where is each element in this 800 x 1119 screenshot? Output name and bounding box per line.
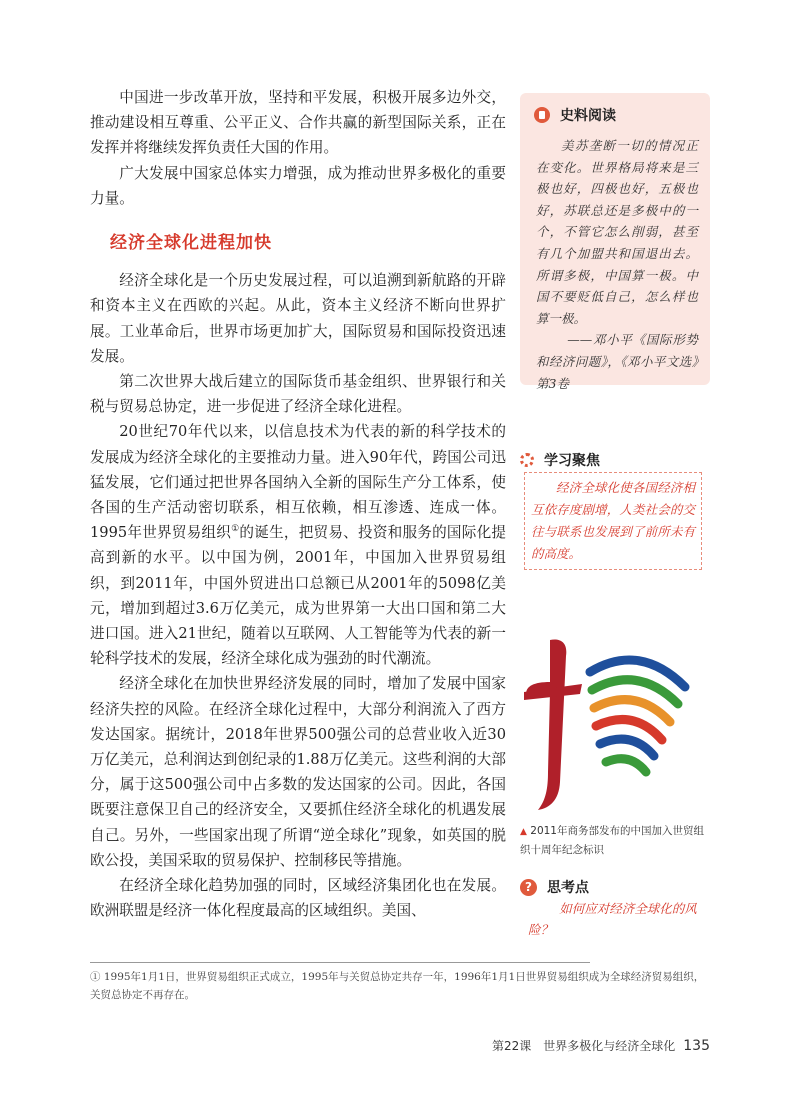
caption-triangle-icon: ▲ [520, 827, 527, 837]
think-point-text: 如何应对经济全球化的风险？ [528, 901, 697, 937]
paragraph: 经济全球化在加快世界经济发展的同时，增加了发展中国家经济失控的风险。在经济全球化过程中，大部分利润流入了西方发达国家。据统计，2018年世界500强公司的总营业收入近30万亿美元，总利润达到创纪录的1.88万亿美元。这些利润的大部分，属于这500强公司中占多数的发达国家的公司。因此，各国既要注意保卫自己的经济安全，又要抓住经济全球化的机遇发展自己。另外，一些国家出现了所谓“逆全球化”现象，如英国的脱欧公投，美国采取的贸易保护、控制移民等措施。 [90, 675, 506, 869]
reading-title-label: 史料阅读 [560, 108, 616, 124]
logo-red-stroke [526, 640, 566, 810]
reading-quote: 美苏垄断一切的情况正在变化。世界格局将来是三极也好，四极也好，五极也好，苏联总还是多极中的一个，不管它怎么削弱，甚至有几个加盟共和国退出去。所谓多极，中国算一极。中国不要贬低自己，怎么样也算一极。 [536, 138, 698, 326]
book-icon [534, 107, 550, 123]
section-heading: 经济全球化进程加快 [110, 233, 272, 254]
paragraph-text: 的诞生，把贸易、投资和服务的国际化提高到新的水平。以中国为例，2001年，中国加入世界贸易组织，到2011年，中国外贸进出口总额已从2001年的5098亿美元，增加到超过3.6万亿美元，成为世界第一大出口国和第二大进口国。进入21世纪，随着以互联网、人工智能等为代表的新一轮科学技术的发展，经济全球化成为强劲的时代潮流。 [90, 524, 506, 668]
logo-caption [520, 822, 710, 859]
page-number: 135 [683, 1038, 710, 1054]
think-title-label: 思考点 [547, 880, 589, 896]
paragraph: 第二次世界大战后建立的国际货币基金组织、世界银行和关税与贸易总协定，进一步促进了经济全球化进程。 [90, 373, 506, 416]
logo-arc [600, 739, 654, 756]
focus-title-label: 学习聚焦 [544, 453, 600, 469]
historical-reading-box [520, 93, 710, 391]
question-icon: ? [520, 879, 537, 896]
caption-text: 2011年商务部发布的中国加入世贸组织十周年纪念标识 [520, 825, 704, 856]
paragraph [90, 419, 506, 671]
learning-focus-title [520, 450, 600, 470]
lesson-title: 第22课 世界多极化与经济全球化 [491, 1039, 676, 1053]
paragraph-text: 20世纪70年代以来，以信息技术为代表的新的科学技术的发展成为经济全球化的主要推动力量。进入90年代，跨国公司迅猛发展，它们通过把世界各国纳入全新的国际生产分工体系，使各国的生产活动密切联系，相互依赖，相互渗透、连成一体。1995年世界贸易组织 [90, 423, 506, 542]
paragraph: 广大发展中国家总体实力增强，成为推动世界多极化的重要力量。 [90, 164, 506, 207]
main-text-column [90, 85, 506, 924]
paragraph: 在经济全球化趋势加强的同时，区域经济集团化也在发展。欧洲联盟是经济一体化程度最高的区域组织。美国、 [90, 877, 506, 920]
paragraph: 中国进一步改革开放，坚持和平发展，积极开展多边外交，推动建设相互尊重、公平正义、合作共赢的新型国际关系，正在发挥并将继续发挥负责任大国的作用。 [90, 89, 506, 157]
footnote-marker[interactable]: ① [231, 524, 240, 535]
page-footer [492, 1037, 710, 1054]
reading-title [534, 105, 616, 125]
paragraph: 经济全球化是一个历史发展过程，可以追溯到新航路的开辟和资本主义在西欧的兴起。从此，资本主义经济不断向世界扩展。工业革命后，世界市场更加扩大，国际贸易和国际投资迅速发展。 [90, 272, 506, 365]
learning-focus-text: 经济全球化使各国经济相互依存度剧增，人类社会的交往与联系也发展到了前所未有的高度。 [524, 472, 702, 570]
think-point-title [520, 877, 589, 897]
footnote: ① 1995年1月1日，世界贸易组织正式成立，1995年与关贸总协定共存一年，1996年1月1日世界贸易组织成为全球经济贸易组织，关贸总协定不再存在。 [90, 971, 705, 1001]
reading-body [536, 135, 698, 394]
wto-anniversary-logo [520, 632, 710, 818]
footnote-divider [90, 962, 590, 963]
logo-arc [606, 759, 646, 772]
focus-icon [520, 453, 534, 467]
reading-source: ——邓小平《国际形势和经济问题》，《邓小平文选》第3卷 [536, 332, 698, 391]
